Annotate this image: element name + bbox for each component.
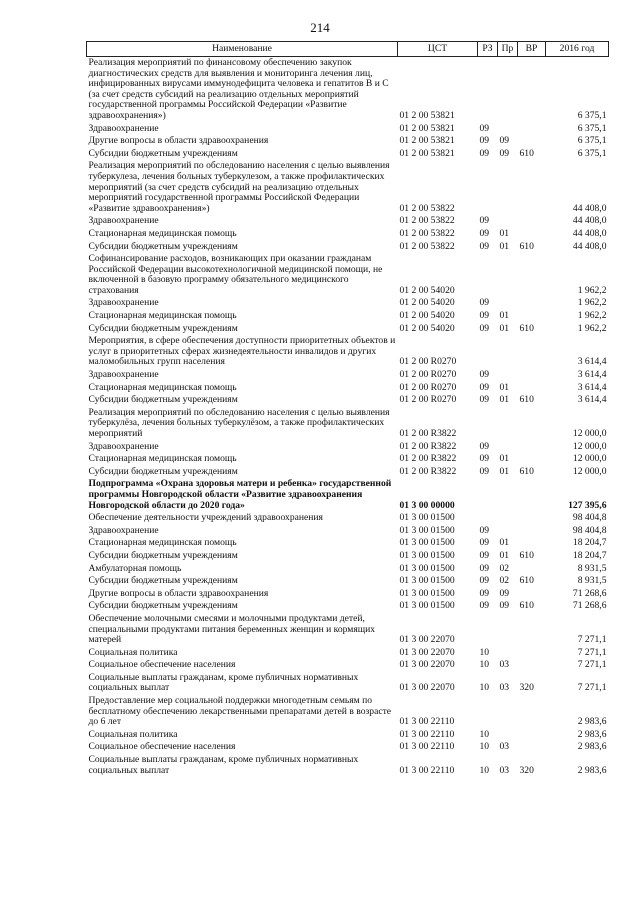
cell-vr: 610 <box>519 322 534 334</box>
cell-rz: 09 <box>479 600 490 612</box>
cell-rz: 09 <box>479 240 490 252</box>
table-row <box>87 537 609 550</box>
cell-cst: 01 3 00 22110 <box>399 716 455 728</box>
cell-amount: 2 983,6 <box>577 741 607 753</box>
table-row <box>87 215 609 228</box>
cell-amount: 18 204,7 <box>572 537 607 549</box>
cell-pr: 01 <box>499 381 510 393</box>
cell-cst: 01 3 00 22110 <box>399 764 455 776</box>
cell-name: Подпрограмма «Охрана здоровья матери и ребенка» государственной программы Новгородской области «Развитие здравоохранения Новгородской области до 2020 года» <box>88 478 392 511</box>
cell-pr: 01 <box>499 227 510 239</box>
cell-name: Здравоохранение <box>88 297 159 309</box>
cell-rz: 09 <box>479 440 490 452</box>
cell-pr: 09 <box>499 135 510 147</box>
cell-amount: 7 271,1 <box>577 634 607 646</box>
table-row <box>87 253 609 297</box>
cell-amount: 3 614,4 <box>577 381 607 393</box>
cell-rz: 09 <box>479 369 490 381</box>
cell-pr: 03 <box>499 764 510 776</box>
cell-cst: 01 2 00 R0270 <box>399 381 457 393</box>
cell-name: Здравоохранение <box>88 122 159 134</box>
cell-rz: 09 <box>479 549 490 561</box>
cell-cst: 01 3 00 01500 <box>399 537 455 549</box>
table-row <box>87 148 609 161</box>
cell-pr: 09 <box>499 147 510 159</box>
cell-cst: 01 2 00 R0270 <box>399 394 457 406</box>
cell-amount: 2 983,6 <box>577 728 607 740</box>
table-row <box>87 512 609 525</box>
cell-vr <box>518 512 546 525</box>
cell-amount: 1 962,2 <box>577 284 607 296</box>
cell-pr <box>498 729 518 742</box>
cell-rz: 09 <box>479 562 490 574</box>
cell-amount: 12 000,0 <box>572 440 607 452</box>
page-number: 214 <box>310 20 330 35</box>
cell-amount: 2 983,6 <box>577 764 607 776</box>
cell-cst: 01 3 00 22110 <box>399 728 455 740</box>
cell-cst: 01 2 00 R0270 <box>399 356 457 368</box>
table-row <box>87 478 609 512</box>
table-row <box>87 600 609 613</box>
cell-pr <box>498 512 518 525</box>
cell-name: Амбулаторная помощь <box>88 562 182 574</box>
cell-vr <box>518 563 546 576</box>
cell-cst: 01 3 00 01500 <box>399 524 455 536</box>
table-row <box>87 550 609 563</box>
cell-pr <box>498 369 518 382</box>
cell-vr <box>518 659 546 672</box>
cell-cst: 01 2 00 R3822 <box>399 465 457 477</box>
cell-vr <box>518 253 546 297</box>
cell-amount: 44 408,0 <box>572 215 607 227</box>
cell-cst: 01 3 00 22070 <box>399 682 455 694</box>
cell-vr <box>518 369 546 382</box>
cell-pr: 01 <box>499 549 510 561</box>
cell-pr <box>498 525 518 538</box>
cell-rz: 10 <box>479 646 490 658</box>
table-row <box>87 563 609 576</box>
cell-cst: 01 3 00 01500 <box>399 575 455 587</box>
cell-name: Реализация мероприятий по обследованию населения с целью выявления туберкулёза, лечения больных туберкулёзом, а также профилактических мероприятий <box>88 406 390 439</box>
cell-vr <box>518 613 546 647</box>
cell-rz: 10 <box>479 764 490 776</box>
header-year: 2016 год <box>546 42 609 57</box>
cell-name: Стационарная медицинская помощь <box>88 227 237 239</box>
cell-pr <box>498 695 518 729</box>
cell-rz: 10 <box>479 741 490 753</box>
cell-cst: 01 3 00 22070 <box>399 646 455 658</box>
cell-name: Реализация мероприятий по финансовому обеспечению закупок диагностических средств для выявления и мониторинга лечения лиц, инфицированных вирусами иммунодефицита человека и гепатитов В и С (за счет средств субсидий на реализацию отдельных мероприятий государственной программы Российской Федерации «Развитие здравоохранения») <box>88 57 389 121</box>
cell-cst: 01 3 00 01500 <box>399 512 455 524</box>
cell-cst: 01 2 00 53821 <box>399 122 455 134</box>
cell-name: Предоставление мер социальной поддержки многодетным семьям по бесплатному обеспечению лекарственными препаратами детей в возрасте до 6 лет <box>88 695 392 728</box>
table-row <box>87 613 609 647</box>
cell-name: Стационарная медицинская помощь <box>88 453 237 465</box>
cell-cst: 01 3 00 01500 <box>399 600 455 612</box>
table-row <box>87 659 609 672</box>
table-row <box>87 382 609 395</box>
cell-pr: 01 <box>499 394 510 406</box>
cell-name: Субсидии бюджетным учреждениям <box>88 465 238 477</box>
cell-rz: 09 <box>479 135 490 147</box>
table-row <box>87 228 609 241</box>
cell-amount: 7 271,1 <box>577 682 607 694</box>
cell-rz: 09 <box>479 381 490 393</box>
cell-pr: 01 <box>499 465 510 477</box>
cell-pr <box>498 441 518 454</box>
cell-name: Субсидии бюджетным учреждениям <box>88 322 238 334</box>
cell-pr <box>498 478 518 512</box>
cell-vr <box>518 382 546 395</box>
cell-vr <box>518 695 546 729</box>
cell-cst: 01 2 00 54020 <box>399 322 455 334</box>
cell-cst: 01 2 00 53821 <box>399 135 455 147</box>
cell-vr: 610 <box>519 575 534 587</box>
cell-pr <box>498 297 518 310</box>
cell-pr <box>498 647 518 660</box>
table-row <box>87 369 609 382</box>
cell-rz: 09 <box>479 575 490 587</box>
cell-cst: 01 2 00 54020 <box>399 310 455 322</box>
cell-amount: 1 962,2 <box>577 322 607 334</box>
cell-name: Стационарная медицинская помощь <box>88 310 237 322</box>
cell-name: Социальное обеспечение населения <box>88 659 236 671</box>
cell-amount: 71 268,6 <box>572 600 607 612</box>
table-row <box>87 310 609 323</box>
table-body <box>87 57 609 778</box>
cell-amount: 7 271,1 <box>577 646 607 658</box>
cell-rz: 09 <box>479 524 490 536</box>
cell-name: Субсидии бюджетным учреждениям <box>88 600 238 612</box>
cell-amount: 71 268,6 <box>572 587 607 599</box>
cell-cst: 01 3 00 00000 <box>399 499 455 511</box>
table-header-row <box>87 42 609 57</box>
cell-name: Другие вопросы в области здравоохранения <box>88 135 269 147</box>
table-row <box>87 160 609 215</box>
cell-name: Субсидии бюджетным учреждениям <box>88 575 238 587</box>
cell-name: Обеспечение молочными смесями и молочными продуктами детей, специальными продуктами питания беременных женщин и кормящих матерей <box>88 612 376 646</box>
cell-vr <box>518 441 546 454</box>
cell-name: Здравоохранение <box>88 440 159 452</box>
table-row <box>87 588 609 601</box>
cell-pr: 01 <box>499 537 510 549</box>
cell-name: Реализация мероприятий по обследованию населения с целью выявления туберкулеза, лечения больных туберкулезом, а также профилактических мероприятий (за счет средств субсидий на реализацию отдельных мероприятий государственной программы Российской Федерации «Развитие здравоохранения») <box>88 160 390 214</box>
cell-name: Стационарная медицинская помощь <box>88 381 237 393</box>
table-row <box>87 394 609 407</box>
cell-rz: 09 <box>479 322 490 334</box>
cell-amount: 12 000,0 <box>572 465 607 477</box>
cell-amount: 127 395,6 <box>568 499 607 511</box>
cell-amount: 6 375,1 <box>577 147 607 159</box>
cell-amount: 6 375,1 <box>577 109 607 121</box>
table-row <box>87 335 609 369</box>
cell-amount: 44 408,0 <box>572 227 607 239</box>
cell-name: Субсидии бюджетным учреждениям <box>88 394 238 406</box>
cell-amount: 12 000,0 <box>572 428 607 439</box>
cell-rz <box>478 407 498 441</box>
cell-vr <box>518 537 546 550</box>
header-cst: ЦСТ <box>398 42 478 57</box>
header-name: Наименование <box>87 42 398 57</box>
cell-cst: 01 2 00 53821 <box>399 147 455 159</box>
cell-vr: 320 <box>519 682 534 694</box>
cell-cst: 01 2 00 53821 <box>399 109 455 121</box>
cell-pr: 01 <box>499 322 510 334</box>
budget-table <box>86 41 609 777</box>
cell-vr <box>518 160 546 215</box>
cell-amount: 18 204,7 <box>572 549 607 561</box>
cell-amount: 1 962,2 <box>577 297 607 309</box>
cell-amount: 44 408,0 <box>572 240 607 252</box>
cell-vr <box>518 310 546 323</box>
cell-rz: 09 <box>479 147 490 159</box>
cell-amount: 3 614,4 <box>577 369 607 381</box>
cell-pr: 01 <box>499 240 510 252</box>
cell-pr: 03 <box>499 682 510 694</box>
cell-name: Другие вопросы в области здравоохранения <box>88 587 269 599</box>
header-rz: РЗ <box>478 42 498 57</box>
table-row <box>87 123 609 136</box>
table-row <box>87 297 609 310</box>
cell-pr: 03 <box>499 741 510 753</box>
cell-rz: 09 <box>479 453 490 465</box>
cell-vr <box>518 453 546 466</box>
cell-pr <box>498 160 518 215</box>
cell-vr <box>518 407 546 441</box>
cell-cst: 01 2 00 R3822 <box>399 453 457 465</box>
table-row <box>87 441 609 454</box>
cell-vr <box>518 135 546 148</box>
cell-name: Обеспечение деятельности учреждений здравоохранения <box>88 512 323 524</box>
cell-amount: 7 271,1 <box>577 659 607 671</box>
table-row <box>87 695 609 729</box>
cell-pr: 09 <box>499 587 510 599</box>
cell-cst: 01 2 00 R0270 <box>399 369 457 381</box>
cell-cst: 01 3 00 22070 <box>399 634 455 646</box>
cell-vr <box>518 741 546 754</box>
cell-cst: 01 3 00 22110 <box>399 741 455 753</box>
cell-amount: 3 614,4 <box>577 394 607 406</box>
cell-vr <box>518 335 546 369</box>
cell-pr <box>498 123 518 136</box>
cell-vr <box>518 228 546 241</box>
cell-vr <box>518 525 546 538</box>
cell-name: Мероприятия, в сфере обеспечения доступности приоритетных объектов и услуг в приоритетных сферах жизнедеятельности инвалидов и других маломобильных групп населения <box>88 335 396 368</box>
cell-rz: 10 <box>479 682 490 694</box>
cell-name: Здравоохранение <box>88 215 159 227</box>
cell-cst: 01 2 00 53822 <box>399 202 455 214</box>
cell-vr <box>518 215 546 228</box>
cell-pr <box>498 57 518 123</box>
cell-pr: 01 <box>499 453 510 465</box>
cell-cst: 01 3 00 01500 <box>399 549 455 561</box>
cell-vr <box>518 123 546 136</box>
cell-cst: 01 2 00 R3822 <box>399 428 457 439</box>
cell-vr: 610 <box>519 600 534 612</box>
cell-name: Социальная политика <box>88 728 178 740</box>
header-pr: Пр <box>498 42 518 57</box>
cell-vr: 610 <box>519 240 534 252</box>
cell-rz <box>478 695 498 729</box>
table-row <box>87 754 609 777</box>
cell-rz: 09 <box>479 297 490 309</box>
cell-name: Социальная политика <box>88 646 178 658</box>
cell-rz: 10 <box>479 728 490 740</box>
table-row <box>87 466 609 479</box>
table-row <box>87 135 609 148</box>
cell-pr <box>498 215 518 228</box>
cell-amount: 12 000,0 <box>572 453 607 465</box>
cell-name: Социальные выплаты гражданам, кроме публичных нормативных социальных выплат <box>88 671 359 694</box>
cell-vr <box>518 57 546 123</box>
cell-vr <box>518 588 546 601</box>
table-row <box>87 741 609 754</box>
cell-amount: 8 931,5 <box>577 562 607 574</box>
table-row <box>87 672 609 695</box>
cell-pr: 02 <box>499 562 510 574</box>
cell-pr: 03 <box>499 659 510 671</box>
cell-pr: 09 <box>499 600 510 612</box>
cell-rz <box>478 160 498 215</box>
cell-pr: 01 <box>499 310 510 322</box>
table-row <box>87 241 609 254</box>
cell-cst: 01 2 00 54020 <box>399 297 455 309</box>
table-row <box>87 323 609 336</box>
cell-amount: 1 962,2 <box>577 310 607 322</box>
table-row <box>87 57 609 123</box>
cell-rz <box>478 57 498 123</box>
cell-vr: 610 <box>519 465 534 477</box>
cell-name: Субсидии бюджетным учреждениям <box>88 147 238 159</box>
cell-rz <box>478 335 498 369</box>
cell-rz: 10 <box>479 659 490 671</box>
cell-rz: 09 <box>479 465 490 477</box>
cell-vr <box>518 729 546 742</box>
cell-name: Социальные выплаты гражданам, кроме публичных нормативных социальных выплат <box>88 754 359 776</box>
cell-amount: 44 408,0 <box>572 202 607 214</box>
cell-vr: 610 <box>519 147 534 159</box>
cell-name: Софинансирование расходов, возникающих при оказании гражданам Российской Федерации высокотехнологичной медицинской помощи, не включенной в базовую программу обязательного медицинского страхования <box>88 253 383 296</box>
cell-rz: 09 <box>479 537 490 549</box>
table-row <box>87 575 609 588</box>
cell-cst: 01 2 00 R3822 <box>399 440 457 452</box>
cell-pr <box>498 335 518 369</box>
cell-pr: 02 <box>499 575 510 587</box>
cell-name: Стационарная медицинская помощь <box>88 537 237 549</box>
cell-name: Субсидии бюджетным учреждениям <box>88 549 238 561</box>
table-row <box>87 453 609 466</box>
cell-cst: 01 2 00 53822 <box>399 215 455 227</box>
cell-vr: 610 <box>519 549 534 561</box>
cell-cst: 01 3 00 22070 <box>399 659 455 671</box>
cell-cst: 01 2 00 53822 <box>399 240 455 252</box>
header-vr: ВР <box>518 42 546 57</box>
cell-name: Социальное обеспечение населения <box>88 741 236 753</box>
cell-vr: 610 <box>519 394 534 406</box>
cell-cst: 01 3 00 01500 <box>399 587 455 599</box>
table-row <box>87 525 609 538</box>
cell-rz <box>478 613 498 647</box>
cell-rz: 09 <box>479 215 490 227</box>
cell-amount: 98 404,8 <box>572 512 607 524</box>
cell-amount: 3 614,4 <box>577 356 607 368</box>
cell-amount: 6 375,1 <box>577 122 607 134</box>
cell-vr <box>518 297 546 310</box>
table-row <box>87 729 609 742</box>
cell-pr <box>498 253 518 297</box>
cell-rz: 09 <box>479 310 490 322</box>
cell-rz: 09 <box>479 394 490 406</box>
cell-cst: 01 2 00 53822 <box>399 227 455 239</box>
table-row <box>87 647 609 660</box>
cell-name: Здравоохранение <box>88 369 159 381</box>
cell-amount: 8 931,5 <box>577 575 607 587</box>
cell-name: Субсидии бюджетным учреждениям <box>88 240 238 252</box>
cell-rz <box>478 253 498 297</box>
cell-rz: 09 <box>479 122 490 134</box>
cell-name: Здравоохранение <box>88 524 159 536</box>
cell-vr: 320 <box>519 764 534 776</box>
cell-pr <box>498 613 518 647</box>
cell-amount: 2 983,6 <box>577 716 607 728</box>
cell-pr <box>498 407 518 441</box>
cell-vr <box>518 647 546 660</box>
cell-amount: 6 375,1 <box>577 135 607 147</box>
table-row <box>87 407 609 441</box>
cell-cst: 01 2 00 54020 <box>399 284 455 296</box>
cell-rz: 09 <box>479 227 490 239</box>
cell-cst: 01 3 00 01500 <box>399 562 455 574</box>
cell-amount: 98 404,8 <box>572 524 607 536</box>
cell-rz: 09 <box>479 587 490 599</box>
cell-vr <box>518 478 546 512</box>
cell-rz <box>478 478 498 512</box>
cell-rz <box>478 512 498 525</box>
